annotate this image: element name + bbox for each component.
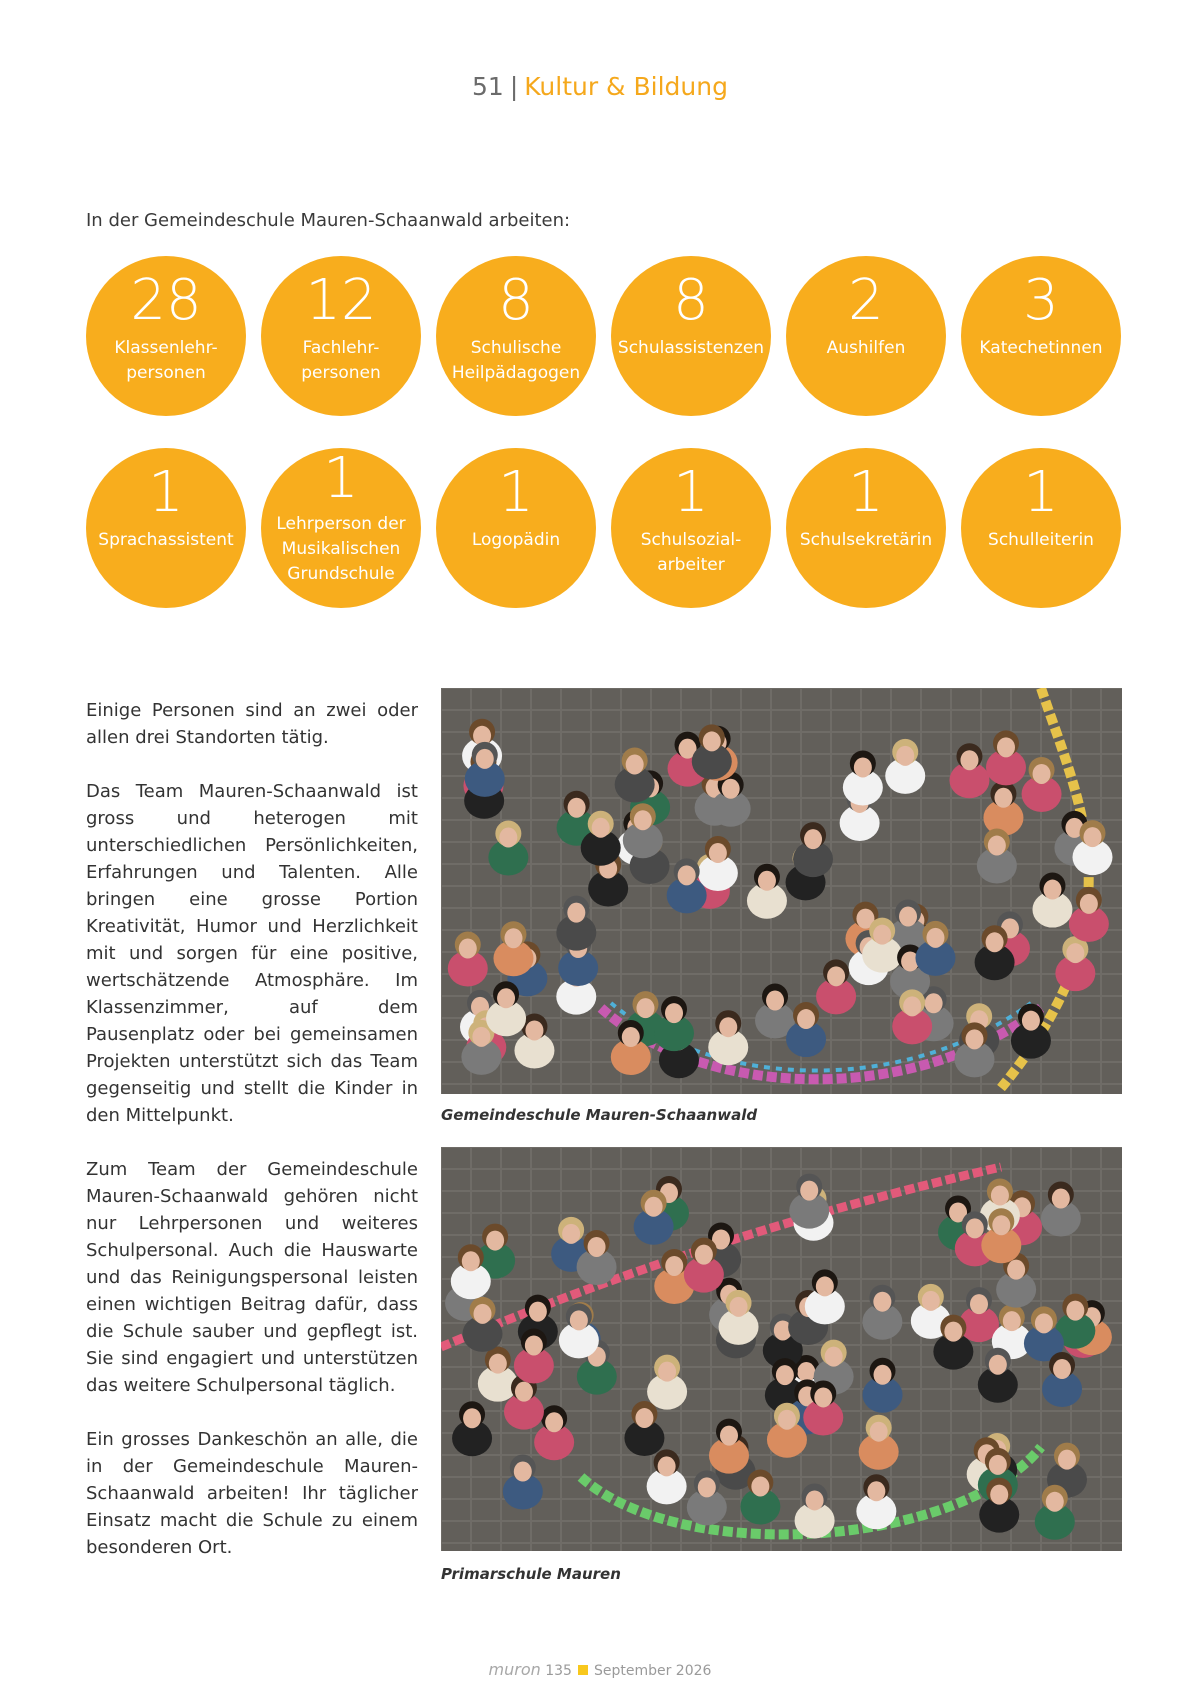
- stat-value: 8: [498, 268, 534, 333]
- stat-value: 1: [148, 460, 184, 525]
- page-header: [0, 72, 1200, 101]
- stat-value: 1: [498, 460, 534, 525]
- stat-label: Schulsekretärin: [799, 530, 933, 550]
- stat-label: Aushilfen: [826, 338, 906, 358]
- stat-circle: [961, 448, 1121, 608]
- stat-label: Schulassistenzen: [617, 338, 765, 358]
- photo-caption: Gemeindeschule Mauren-Schaanwald: [441, 1106, 758, 1124]
- stat-label: Sprachassistent: [98, 530, 234, 550]
- stat-label: Lehrperson der Musikalischen Grundschule: [276, 514, 406, 584]
- stat-label: Schulische Heilpädagogen: [451, 338, 581, 383]
- paragraph: Zum Team der Gemeindeschule Mauren-Schaanwald gehören nicht nur Lehrpersonen und weiteres Schulpersonal. Auch die Hauswarte und das Reinigungspersonal leisten einen wichtigen Beitrag dafür, dass die Schule sauber und gepflegt ist. Sie sind engagiert und unterstützen das weitere Schulpersonal täglich.: [86, 1159, 418, 1396]
- stat-label: Schulleiterin: [988, 530, 1094, 550]
- body-text: [86, 697, 418, 1588]
- page-number: 51: [472, 72, 504, 101]
- stat-circle: [261, 448, 421, 608]
- photo-illustration: [441, 688, 1122, 1094]
- stat-label: Fachlehr- personen: [301, 338, 381, 383]
- team-photo-gemeindeschule: [441, 688, 1122, 1094]
- stat-circle: [611, 256, 771, 416]
- stat-label: Klassenlehr- personen: [114, 338, 218, 383]
- stat-label: Katechetinnen: [979, 338, 1103, 358]
- square-bullet-icon: [578, 1665, 588, 1675]
- stats-grid: [86, 256, 1121, 616]
- stat-circle: [436, 256, 596, 416]
- stat-circle: [961, 256, 1121, 416]
- magazine-brand: muron: [488, 1660, 541, 1679]
- photo-caption: Primarschule Mauren: [441, 1565, 621, 1583]
- paragraph: Das Team Mauren-Schaanwald ist gross und heterogen mit unterschiedlichen Persönlichkeiten, Erfahrungen und Talenten. Alle bringen eine grosse Portion Kreativität, Humor und Herzlichkeit mit und sorgen für eine positive, wertschätzende Atmosphäre. Im Klassenzimmer, auf dem Pausenplatz oder bei gemeinsamen Projekten unterstützt sich das Team gegenseitig und stellt die Kinder in den Mittelpunkt.: [86, 781, 418, 1126]
- issue-number: 135: [545, 1663, 572, 1679]
- stat-value: 2: [848, 268, 884, 333]
- stat-value: 28: [130, 268, 202, 333]
- section-title: Kultur & Bildung: [524, 72, 728, 101]
- stat-circle: [786, 448, 946, 608]
- paragraph: Ein grosses Dankeschön an alle, die in der Gemeindeschule Mauren-Schaanwald arbeiten! Ihr täglicher Einsatz macht die Schule zu einem besonderen Ort.: [86, 1429, 418, 1558]
- stat-value: 8: [673, 268, 709, 333]
- header-separator: |: [509, 72, 519, 101]
- issue-date: September 2026: [593, 1663, 712, 1679]
- stat-value: 1: [323, 446, 359, 511]
- stat-circle: [261, 256, 421, 416]
- stat-value: 1: [1023, 460, 1059, 525]
- stat-label: Schulsozial- arbeiter: [640, 530, 742, 575]
- stat-value: 1: [848, 460, 884, 525]
- stat-value: 12: [305, 268, 377, 333]
- stat-circle: [436, 448, 596, 608]
- stat-value: 1: [673, 460, 709, 525]
- team-photo-primarschule: [441, 1147, 1122, 1551]
- stat-label: Logopädin: [471, 530, 561, 550]
- page-footer: [0, 1660, 1200, 1679]
- intro-text: In der Gemeindeschule Mauren-Schaanwald arbeiten:: [86, 210, 571, 231]
- photo-illustration: [441, 1147, 1122, 1551]
- stat-circle: [86, 448, 246, 608]
- stat-circle: [786, 256, 946, 416]
- stat-circle: [86, 256, 246, 416]
- paragraph: Einige Personen sind an zwei oder allen drei Standorten tätig.: [86, 700, 418, 748]
- stat-circle: [611, 448, 771, 608]
- stat-value: 3: [1023, 268, 1059, 333]
